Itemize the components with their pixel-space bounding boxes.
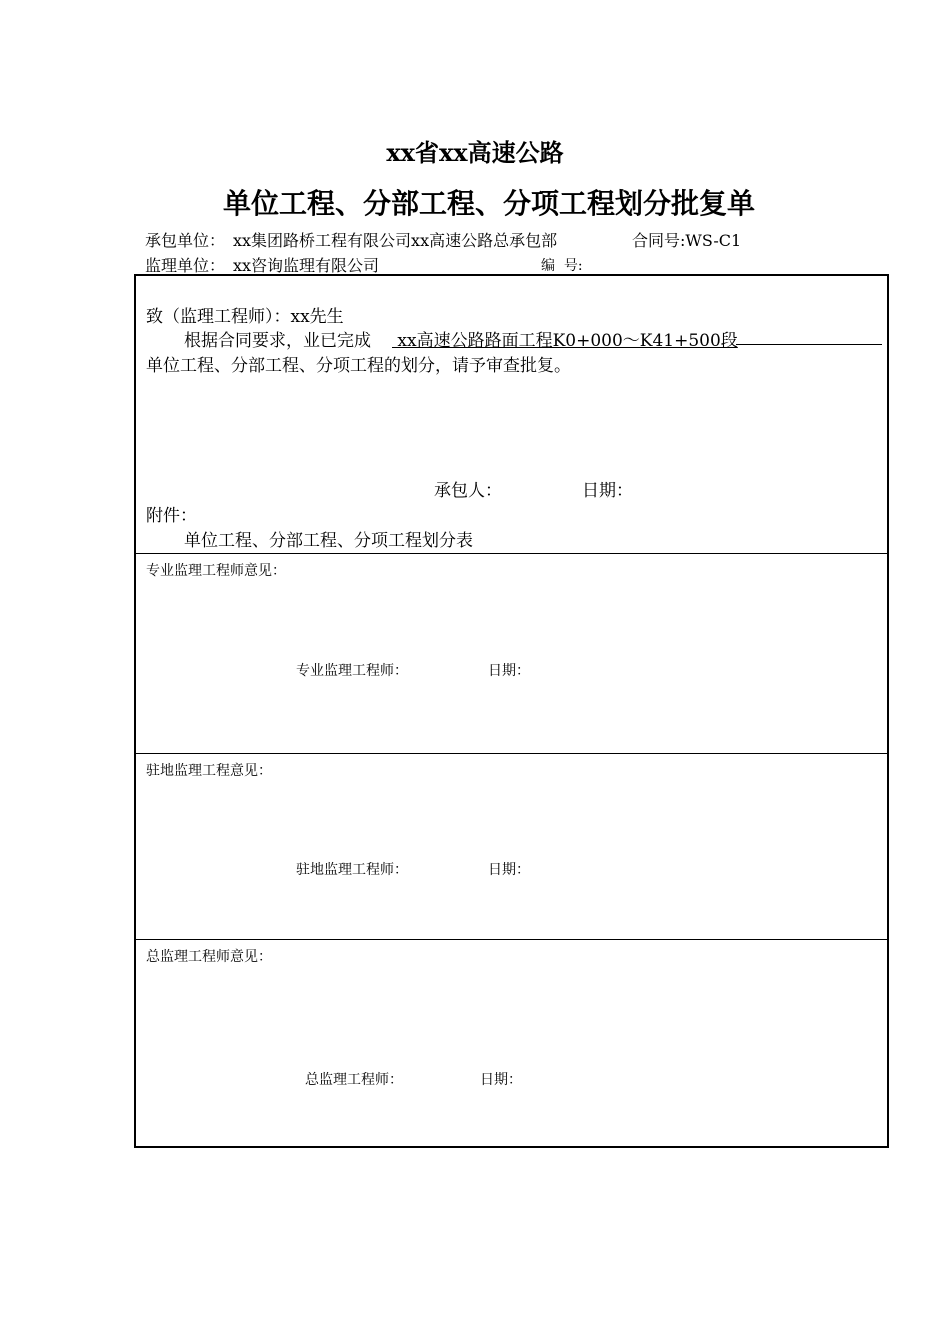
date-label: 日期： — [480, 1072, 522, 1088]
section-heading: 总监理工程师意见： — [146, 949, 272, 965]
approval-form-frame — [134, 274, 889, 1148]
section-heading: 驻地监理工程意见： — [146, 763, 272, 779]
supervisor-label: 监理单位： — [145, 256, 226, 275]
scope-underline — [736, 344, 882, 345]
supervisor-value: xx咨询监理有限公司 — [233, 256, 380, 275]
project-scope: xx高速公路路面工程K0+000～K41+500段 — [392, 331, 738, 351]
date-label: 日期： — [488, 663, 530, 679]
contractor-signature-label: 承包人： — [434, 481, 502, 501]
signer-label: 驻地监理工程师： — [296, 862, 408, 878]
form-title-line2: 单位工程、分部工程、分项工程划分批复单 — [222, 187, 755, 220]
contractor-label: 承包单位： — [145, 231, 226, 250]
signer-label: 专业监理工程师： — [296, 663, 408, 679]
contract-number: 合同号:WS-C1 — [632, 231, 742, 250]
contractor-value: xx集团路桥工程有限公司xx高速公路总承包部 — [233, 231, 558, 250]
request-body-prefix: 根据合同要求，业已完成 — [184, 331, 371, 351]
section-heading: 专业监理工程师意见： — [146, 563, 286, 579]
number-label: 编 号: — [541, 258, 583, 274]
date-label: 日期： — [488, 862, 530, 878]
form-title-line1: xx省xx高速公路 — [386, 138, 564, 167]
specialist-opinion-section — [136, 553, 887, 753]
request-body-suffix: 单位工程、分部工程、分项工程的划分，请予审查批复。 — [146, 356, 571, 376]
request-section — [136, 276, 887, 553]
attachment-label: 附件： — [146, 506, 197, 526]
resident-opinion-section — [136, 753, 887, 939]
signer-label: 总监理工程师： — [305, 1072, 403, 1088]
addressee: 致（监理工程师）：xx先生 — [146, 307, 344, 327]
chief-opinion-section — [136, 939, 887, 1146]
attachment-item: 单位工程、分部工程、分项工程划分表 — [184, 531, 473, 551]
request-date-label: 日期： — [582, 481, 633, 501]
